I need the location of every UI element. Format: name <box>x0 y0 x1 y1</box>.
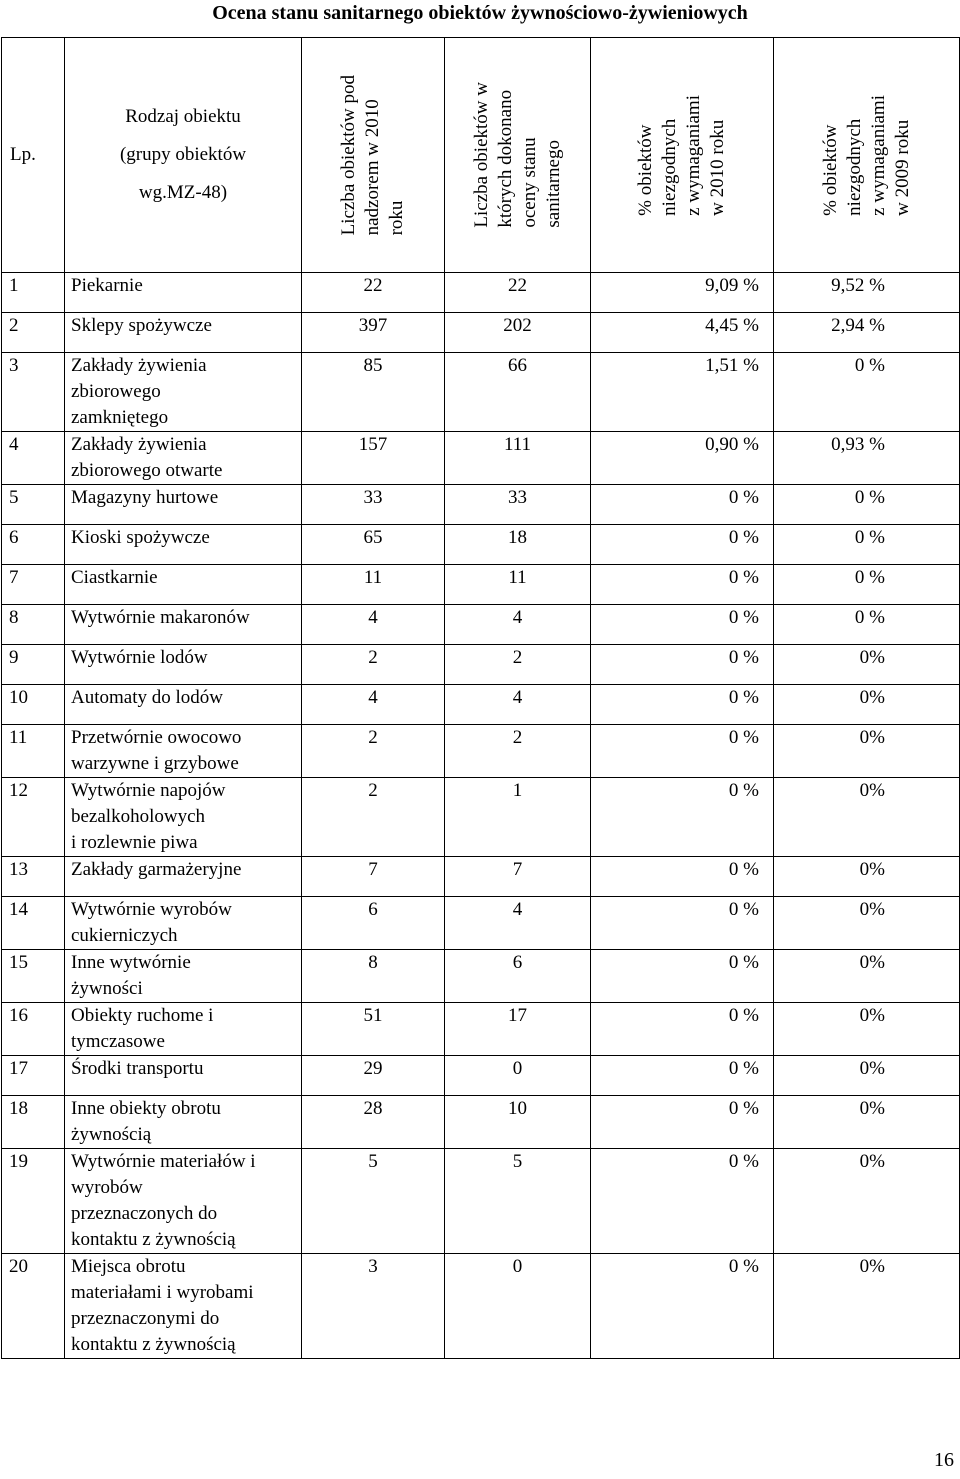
cell-line: Wytwórnie lodów <box>71 647 208 668</box>
header-line: sanitarnego <box>542 140 564 228</box>
cell-lp: 18 <box>2 1096 65 1149</box>
cell-pct-2010: 0 % <box>591 685 774 725</box>
header-line: z wymaganiami <box>867 94 889 216</box>
table-row <box>2 725 960 778</box>
cell-count-supervised: 5 <box>302 1149 445 1254</box>
cell-object-type <box>65 485 302 525</box>
cell-line: Sklepy spożywcze <box>71 315 212 336</box>
cell-count-assessed: 11 <box>445 565 591 605</box>
cell-count-assessed: 7 <box>445 857 591 897</box>
table-row <box>2 353 960 432</box>
cell-pct-2009: 0% <box>774 1003 960 1056</box>
cell-pct-2009: 0 % <box>774 485 960 525</box>
cell-count-assessed: 4 <box>445 605 591 645</box>
cell-pct-2009: 0% <box>774 950 960 1003</box>
cell-object-type <box>65 313 302 353</box>
page-number: 16 <box>934 1449 954 1471</box>
table-row <box>2 1056 960 1096</box>
cell-lp: 13 <box>2 857 65 897</box>
cell-line: tymczasowe <box>71 1031 165 1052</box>
cell-object-type <box>65 273 302 313</box>
cell-line: zbiorowego <box>71 381 161 402</box>
cell-pct-2009: 2,94 % <box>774 313 960 353</box>
table-row <box>2 485 960 525</box>
cell-count-supervised: 4 <box>302 605 445 645</box>
header-line: roku <box>386 200 407 236</box>
cell-line: warzywne i grzybowe <box>71 753 239 774</box>
cell-pct-2009: 0% <box>774 645 960 685</box>
header-lp: Lp. <box>2 38 65 273</box>
cell-lp: 5 <box>2 485 65 525</box>
cell-count-assessed: 2 <box>445 645 591 685</box>
cell-count-assessed: 22 <box>445 273 591 313</box>
cell-line: cukierniczych <box>71 925 178 946</box>
cell-count-supervised: 51 <box>302 1003 445 1056</box>
cell-count-supervised: 33 <box>302 485 445 525</box>
cell-lp: 19 <box>2 1149 65 1254</box>
cell-line: i rozlewnie piwa <box>71 832 198 853</box>
header-row <box>2 38 960 273</box>
cell-pct-2010: 9,09 % <box>591 273 774 313</box>
cell-line: Inne obiekty obrotu <box>71 1098 221 1119</box>
table-row <box>2 273 960 313</box>
cell-count-supervised: 22 <box>302 273 445 313</box>
cell-count-supervised: 11 <box>302 565 445 605</box>
cell-count-supervised: 397 <box>302 313 445 353</box>
cell-count-assessed: 10 <box>445 1096 591 1149</box>
cell-count-assessed: 4 <box>445 897 591 950</box>
cell-object-type <box>65 1149 302 1254</box>
cell-pct-2009: 0% <box>774 725 960 778</box>
cell-lp: 4 <box>2 432 65 485</box>
cell-lp: 14 <box>2 897 65 950</box>
cell-lp: 9 <box>2 645 65 685</box>
cell-pct-2010: 0 % <box>591 605 774 645</box>
cell-line: Piekarnie <box>71 275 143 296</box>
cell-count-supervised: 85 <box>302 353 445 432</box>
cell-count-assessed: 33 <box>445 485 591 525</box>
cell-pct-2009: 0% <box>774 685 960 725</box>
cell-line: Inne wytwórnie <box>71 952 191 973</box>
cell-line: Zakłady żywienia <box>71 355 207 376</box>
cell-count-supervised: 2 <box>302 778 445 857</box>
cell-count-assessed: 1 <box>445 778 591 857</box>
table-header <box>2 38 960 273</box>
cell-line: zbiorowego otwarte <box>71 460 223 481</box>
table-row <box>2 897 960 950</box>
header-line: w 2009 roku <box>891 119 913 216</box>
cell-pct-2010: 0 % <box>591 1056 774 1096</box>
cell-object-type <box>65 1003 302 1056</box>
cell-pct-2009: 0 % <box>774 605 960 645</box>
cell-lp: 1 <box>2 273 65 313</box>
cell-lp: 17 <box>2 1056 65 1096</box>
table-row <box>2 1254 960 1359</box>
cell-lp: 2 <box>2 313 65 353</box>
table-row <box>2 525 960 565</box>
cell-line: materiałami i wyrobami <box>71 1282 254 1303</box>
table-row <box>2 432 960 485</box>
header-line: z wymaganiami <box>683 94 704 216</box>
cell-count-supervised: 28 <box>302 1096 445 1149</box>
cell-line: Wytwórnie materiałów i <box>71 1151 256 1172</box>
cell-object-type <box>65 525 302 565</box>
cell-line: Ciastkarnie <box>71 567 158 588</box>
cell-pct-2010: 0 % <box>591 857 774 897</box>
header-line: % obiektów <box>635 124 656 216</box>
cell-pct-2009: 0 % <box>774 565 960 605</box>
cell-pct-2009: 9,52 % <box>774 273 960 313</box>
cell-object-type <box>65 1056 302 1096</box>
cell-pct-2009: 0% <box>774 1149 960 1254</box>
header-pct-2009 <box>774 38 960 273</box>
cell-count-supervised: 6 <box>302 897 445 950</box>
cell-count-supervised: 65 <box>302 525 445 565</box>
cell-line: Przetwórnie owocowo <box>71 727 242 748</box>
cell-count-supervised: 2 <box>302 645 445 685</box>
cell-pct-2010: 0 % <box>591 950 774 1003</box>
cell-object-type <box>65 725 302 778</box>
cell-pct-2010: 4,45 % <box>591 313 774 353</box>
page-title: Ocena stanu sanitarnego obiektów żywnościowo-żywieniowych <box>212 2 748 24</box>
table-row <box>2 1003 960 1056</box>
cell-count-assessed: 202 <box>445 313 591 353</box>
cell-pct-2010: 1,51 % <box>591 353 774 432</box>
cell-object-type <box>65 685 302 725</box>
header-pct-2010 <box>591 38 774 273</box>
cell-line: kontaktu z żywnością <box>71 1334 236 1355</box>
cell-object-type <box>65 605 302 645</box>
header-line: w 2010 roku <box>707 119 728 216</box>
cell-pct-2009: 0 % <box>774 525 960 565</box>
cell-pct-2009: 0 % <box>774 353 960 432</box>
cell-object-type <box>65 857 302 897</box>
cell-count-supervised: 4 <box>302 685 445 725</box>
header-line: wg.MZ-48) <box>138 182 228 203</box>
cell-object-type <box>65 645 302 685</box>
cell-pct-2010: 0 % <box>591 1003 774 1056</box>
cell-count-assessed: 6 <box>445 950 591 1003</box>
cell-count-assessed: 66 <box>445 353 591 432</box>
cell-line: żywności <box>71 978 143 999</box>
cell-count-assessed: 17 <box>445 1003 591 1056</box>
cell-object-type <box>65 778 302 857</box>
header-object-type <box>65 38 302 273</box>
cell-count-supervised: 3 <box>302 1254 445 1359</box>
table-row <box>2 1096 960 1149</box>
cell-lp: 3 <box>2 353 65 432</box>
cell-line: zamkniętego <box>71 407 169 428</box>
cell-line: Środki transportu <box>71 1058 204 1079</box>
cell-count-supervised: 29 <box>302 1056 445 1096</box>
cell-pct-2010: 0 % <box>591 485 774 525</box>
cell-pct-2009: 0% <box>774 897 960 950</box>
header-line: których dokonano <box>494 90 516 228</box>
cell-line: Zakłady garmażeryjne <box>71 859 242 880</box>
cell-line: żywnością <box>71 1124 152 1145</box>
cell-lp: 6 <box>2 525 65 565</box>
header-line: nadzorem w 2010 <box>362 99 383 236</box>
cell-pct-2010: 0 % <box>591 1149 774 1254</box>
cell-pct-2009: 0% <box>774 1254 960 1359</box>
cell-lp: 8 <box>2 605 65 645</box>
cell-count-supervised: 2 <box>302 725 445 778</box>
cell-pct-2010: 0,90 % <box>591 432 774 485</box>
header-line: Liczba obiektów pod <box>338 74 359 236</box>
cell-object-type <box>65 950 302 1003</box>
cell-count-assessed: 111 <box>445 432 591 485</box>
cell-count-assessed: 2 <box>445 725 591 778</box>
cell-pct-2009: 0% <box>774 857 960 897</box>
cell-count-assessed: 18 <box>445 525 591 565</box>
table-row <box>2 950 960 1003</box>
cell-line: wyrobów <box>71 1177 143 1198</box>
cell-line: Miejsca obrotu <box>71 1256 186 1277</box>
cell-count-supervised: 7 <box>302 857 445 897</box>
cell-pct-2010: 0 % <box>591 725 774 778</box>
cell-object-type <box>65 1254 302 1359</box>
cell-line: przeznaczonych do <box>71 1203 218 1224</box>
cell-lp: 10 <box>2 685 65 725</box>
table-row <box>2 565 960 605</box>
table-row <box>2 685 960 725</box>
cell-count-assessed: 4 <box>445 685 591 725</box>
cell-pct-2010: 0 % <box>591 897 774 950</box>
cell-line: przeznaczonymi do <box>71 1308 220 1329</box>
cell-count-supervised: 8 <box>302 950 445 1003</box>
cell-pct-2009: 0% <box>774 778 960 857</box>
cell-pct-2010: 0 % <box>591 645 774 685</box>
header-line: niezgodnych <box>843 118 865 216</box>
cell-lp: 12 <box>2 778 65 857</box>
cell-count-assessed: 0 <box>445 1056 591 1096</box>
cell-line: kontaktu z żywnością <box>71 1229 236 1250</box>
cell-line: Wytwórnie napojów <box>71 780 226 801</box>
table-body <box>2 273 960 1359</box>
cell-pct-2009: 0% <box>774 1056 960 1096</box>
cell-pct-2009: 0,93 % <box>774 432 960 485</box>
cell-line: Automaty do lodów <box>71 687 223 708</box>
header-count-supervised <box>302 38 445 273</box>
cell-pct-2010: 0 % <box>591 1254 774 1359</box>
cell-line: bezalkoholowych <box>71 806 206 827</box>
cell-line: Magazyny hurtowe <box>71 487 219 508</box>
cell-pct-2009: 0% <box>774 1096 960 1149</box>
table-row <box>2 645 960 685</box>
header-line: oceny stanu <box>518 137 540 228</box>
cell-object-type <box>65 565 302 605</box>
cell-lp: 20 <box>2 1254 65 1359</box>
header-count-assessed <box>445 38 591 273</box>
header-line: (grupy obiektów <box>119 144 247 165</box>
cell-line: Obiekty ruchome i <box>71 1005 214 1026</box>
cell-lp: 11 <box>2 725 65 778</box>
cell-lp: 15 <box>2 950 65 1003</box>
cell-line: Wytwórnie makaronów <box>71 607 250 628</box>
header-line: % obiektów <box>819 124 841 216</box>
cell-count-supervised: 157 <box>302 432 445 485</box>
cell-lp: 16 <box>2 1003 65 1056</box>
cell-object-type <box>65 897 302 950</box>
cell-object-type <box>65 432 302 485</box>
cell-pct-2010: 0 % <box>591 525 774 565</box>
cell-lp: 7 <box>2 565 65 605</box>
cell-count-assessed: 5 <box>445 1149 591 1254</box>
header-line: Rodzaj obiektu <box>125 106 241 127</box>
cell-line: Wytwórnie wyrobów <box>71 899 232 920</box>
cell-object-type <box>65 1096 302 1149</box>
cell-object-type <box>65 353 302 432</box>
header-line: Liczba obiektów w <box>470 82 492 228</box>
cell-pct-2010: 0 % <box>591 778 774 857</box>
table-row <box>2 313 960 353</box>
cell-pct-2010: 0 % <box>591 565 774 605</box>
table-row <box>2 778 960 857</box>
table-row <box>2 605 960 645</box>
sanitary-assessment-table <box>1 37 960 1359</box>
cell-line: Zakłady żywienia <box>71 434 207 455</box>
table-row <box>2 857 960 897</box>
table-row <box>2 1149 960 1254</box>
header-line: niezgodnych <box>659 118 680 216</box>
cell-count-assessed: 0 <box>445 1254 591 1359</box>
cell-pct-2010: 0 % <box>591 1096 774 1149</box>
cell-line: Kioski spożywcze <box>71 527 210 548</box>
